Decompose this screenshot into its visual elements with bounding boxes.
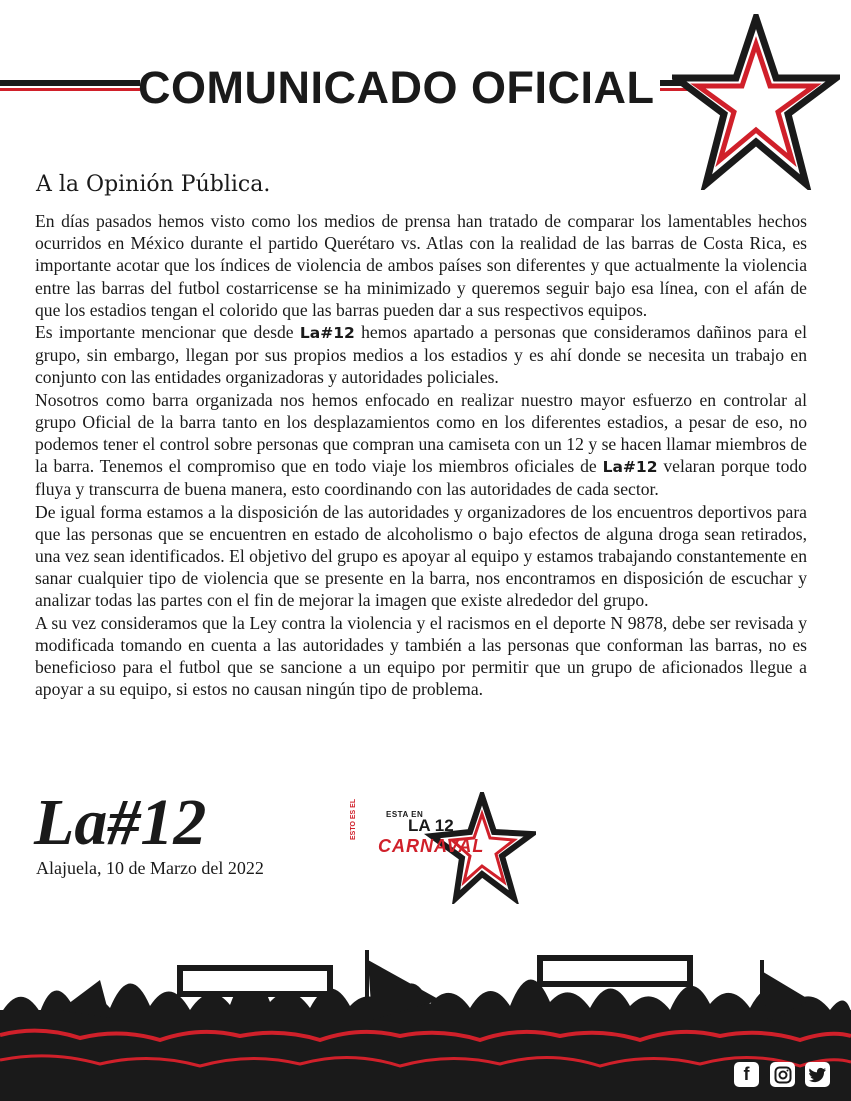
logo-carnaval-text: CARNAVAL — [378, 836, 485, 856]
paragraph: Nosotros como barra organizada nos hemos enfocado en realizar nuestro mayor esfuerzo en controlar al grupo Oficial de la barra tanto en los desplazamientos como en los diferentes estadios, a pesar de eso, no podemos tener el control sobre personas que compran una camiseta con un 12 y se hacen llamar miembros de la barra. Tenemos el compromiso que en todo viaje los miembros oficiales de La#12 velaran porque todo fluya y transcurra de buena manera, esto coordinando con las autoridades de cada sector. — [35, 389, 807, 500]
header-rule-left-red — [0, 88, 140, 91]
brand-name: La#12 — [602, 458, 658, 477]
facebook-icon[interactable]: f — [734, 1062, 759, 1087]
carnaval-logo — [350, 792, 536, 904]
place-date: Alajuela, 10 de Marzo del 2022 — [36, 858, 264, 878]
header-rule-left — [0, 80, 140, 86]
paragraph: Es importante mencionar que desde La#12 hemos apartado a personas que consideramos dañinos para el grupo, sin embargo, llegan por sus propios medios a los estadios y es ahí donde se necesita un trabajo en conjunto con las entidades organizadoras y autoridades policiales. — [35, 322, 807, 388]
statement-body — [35, 210, 807, 700]
page-title: COMUNICADO OFICIAL — [138, 62, 655, 113]
logo-side-text: ESTO ES EL — [350, 798, 357, 840]
salutation: A la Opinión Pública. — [36, 172, 271, 197]
logo-top-text: ESTA EN — [386, 810, 424, 819]
star-icon — [672, 14, 840, 190]
brand-name: La#12 — [299, 324, 355, 343]
paragraph: A su vez consideramos que la Ley contra la violencia y el racismos en el deporte N 9878, debe ser revisada y modificada tomando en cuenta a las autoridades y también a las personas que conforman las barras, no es beneficioso para el futbol que se sancione a un equipo por permitir que un grupo de aficionados llegue a apoyar a su equipo, si estos no causan ningún tipo de problema. — [35, 612, 807, 700]
paragraph: En días pasados hemos visto como los medios de prensa han tratado de comparar los lamentables hechos ocurridos en México durante el partido Querétaro vs. Atlas con la realidad de las barras de Costa Rica, es importante acotar que los índices de violencia de ambos países son diferentes y que actualmente la violencia entre las barras del futbol costarricense se ha minimizado y queremos seguir bajo esa línea, con el afán de que los estadios tengan el colorido que las barras pueden dar a sus respectivos equipos. — [35, 211, 807, 320]
signature: La#12 — [34, 786, 207, 859]
paragraph: De igual forma estamos a la disposición de las autoridades y organizadores de los encuentros deportivos para que las personas que se encuentren en estado de alcoholismo o bajo efectos de alguna droga sean retirados, una vez sean identificados. El objetivo del grupo es apoyar al equipo y estamos trabajando constantemente en sanar cualquier tipo de violencia que se presente en la barra, nos encontramos en disposición de escuchar y analizar todas las partes con el fin de mejorar la imagen que existe alrededor del grupo. — [35, 501, 807, 611]
logo-main-text: LA 12 — [408, 816, 454, 835]
crowd-silhouette-illustration — [0, 940, 851, 1101]
twitter-icon[interactable] — [805, 1062, 830, 1087]
instagram-icon[interactable] — [770, 1062, 795, 1087]
